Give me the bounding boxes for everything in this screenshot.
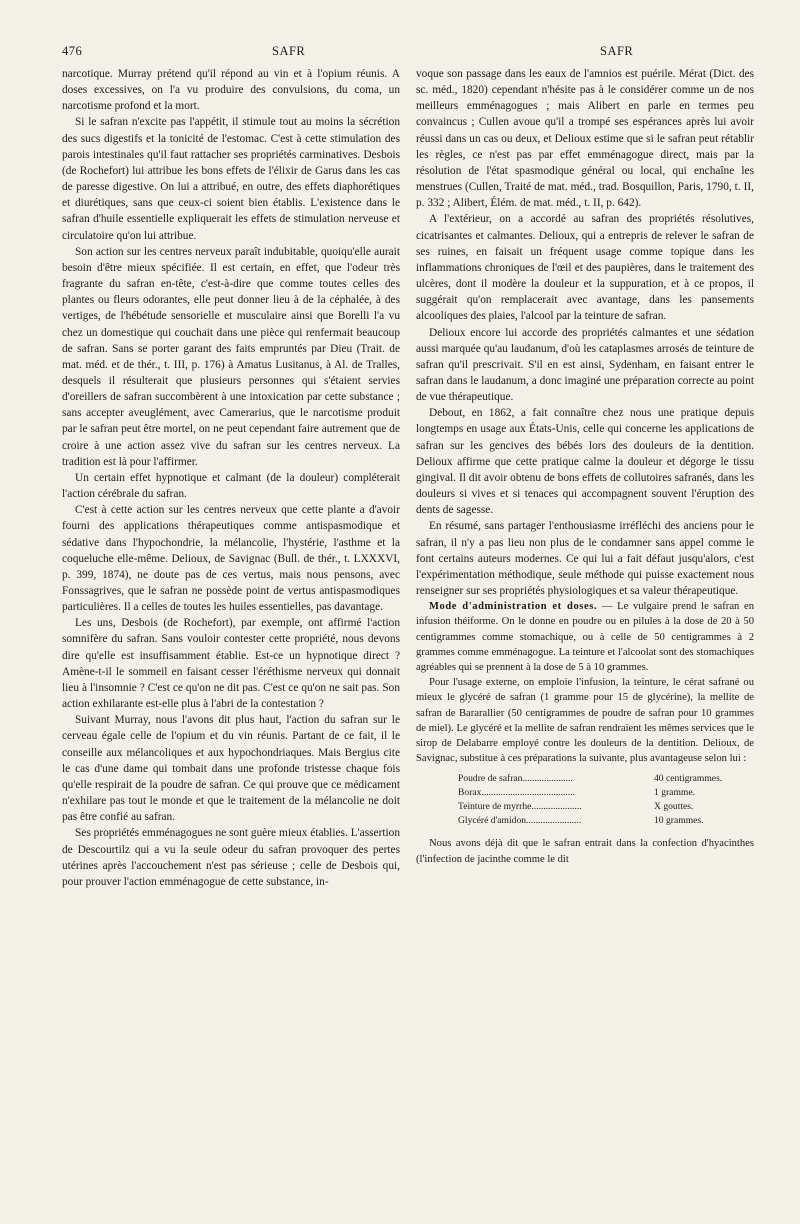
paragraph: narcotique. Murray prétend qu'il répond au vin et à l'opium réunis. A doses excessives, on l'a vu produire des convulsions, du coma, un narcotisme profond et la mort. [62,68,400,113]
paragraph: Delioux encore lui accorde des propriétés calmantes et une sédation aussi marquée qu'au laudanum, d'où les cataplasmes arrosés de teinture de safran qu'il prescrivait. S'il en est ainsi, Sydenham, en faisant entrer le safran dans le laudanum, a donc imaginé une préparation correcte au point de vue thérapeutique. [416,326,754,404]
paragraph: Un certain effet hypnotique et calmant (de la douleur) compléterait l'action cérébrale du safran. [62,471,400,501]
ingredient-name: Borax....................................... [458,787,575,799]
formula-row [458,786,738,800]
formula-row [458,772,738,786]
paragraph: Les uns, Desbois (de Rochefort), par exemple, ont affirmé l'action somnifère du safran. Sans vouloir contester cette propriété, nous devons dire qu'elle est insuffisamment établie. Est-ce un hypnotique direct ? Amène-t-il le sommeil en faisant cesser l'éréthisme nerveux qui donnait lieu à l'insomnie ? C'est ce qu'on ne dit pas. C'est ce qu'on ne sait pas. Son action exhilarante est-elle plus à l'abri de la contestation ? [62,617,400,711]
paragraph: Si le safran n'excite pas l'appétit, il stimule tout au moins la sécrétion des sucs digestifs et la tonicité de l'estomac. C'est à cette stimulation des parois intestinales qu'il faut rattacher ses propriétés carminatives. Desbois (de Rochefort) lui attribue les bons effets de l'élixir de Garus dans les cas de paresse digestive. On lui a attribué, en outre, des effets diaphorétiques et diurétiques, sans que ceux-ci soient bien établis. L'existence dans le safran d'huile essentielle expliquerait les effets de stimulation nerveuse et circulatoire qu'on lui attribue. [62,116,400,242]
paragraph-text: — Le vulgaire prend le safran en infusion théiforme. On le donne en poudre ou en pilules à la dose de 20 à 50 centigrammes comme stomachique, ou à celle de 50 centigrammes à 2 grammes comme emménagogue. La teinture et l'alcoolat sont des stomachiques agréables qui se prennent à la dose de 5 à 10 grammes. [416,601,754,673]
paragraph: Suivant Murray, nous l'avons dit plus haut, l'action du safran sur le cerveau égale celle de l'opium et du vin réunis. Partant de ce fait, il le conseille aux mélancoliques et aux hypochondriaques. Mais Bergius cite le cas d'une dame qui tombait dans une profonde tristesse chaque fois qu'elle respirait de la poudre de safran. Ce qui prouve que ce médicament n'exhilare pas tout le monde et que le traitement de la mélancolie ne doit pas être confié au safran. [62,714,400,824]
ingredient-quantity: 10 grammes. [654,815,704,827]
section-heading: Mode d'administration et doses. [429,601,598,613]
ingredient-name: Poudre de safran..................... [458,773,573,785]
ingredient-quantity: 1 gramme. [654,787,696,799]
paragraph: Ses propriétés emménagogues ne sont guère mieux établies. L'assertion de Descourtilz qui a vu la seule odeur du safran provoquer des pertes utérines après l'accouchement n'est pas sérieuse ; celle de Desbois qui, pour prouver l'action emménagogue de cette substance, in- [62,827,400,888]
paragraph: voque son passage dans les eaux de l'amnios est puérile. Mérat (Dict. des sc. méd., 1820) cependant n'hésite pas à le considérer comme un de nos meilleurs emménagogues ; mais Alibert en parle en termes peu convaincus ; Cullen avoue qu'il a trompé ses espérances après lui avoir réussi dans un cas ou deux, et Delioux estime que si le safran peut rétablir les règles, ce n'est pas par effet emménagogue direct, mais par la résolution de l'état spasmodique général ou local, qui enchaîne les menstrues (Cullen, Traité de mat. méd., trad. Bosquillon, Paris, 1790, t. II, p. 332 ; Alibert, Élém. de mat. méd., t. II, p. 642). [416,68,754,210]
page-header [62,44,762,62]
formula-row [458,800,738,814]
paragraph: En résumé, sans partager l'enthousiasme irréfléchi des anciens pour le safran, il n'y a pas lieu non plus de le condamner sans appel comme le font certains auteurs modernes. Ce qui lui a fait défaut jusqu'alors, c'est l'expérimentation méthodique, seule méthode qui puisse exactement nous renseigner sur ses propriétés physiologiques et sa valeur thérapeutique. [416,520,754,597]
ingredient-quantity: X gouttes. [654,801,694,813]
mode-paragraph [416,599,754,675]
formula-row [458,814,738,828]
paragraph: A l'extérieur, on a accordé au safran des propriétés résolutives, cicatrisantes et calmantes. Delioux, qui a entrepris de relever le safran de ses ruines, en faisait un fréquent usage comme topique dans les inflammations chroniques de l'œil et des paupières, dans le traitement des ulcères, dont il modère la douleur et la suppuration, et à ce propos, il suggérait qu'on remplacerait avec avantage, dans les pansements alcooliques des plaies, l'alcool par la teinture de safran. [416,213,754,323]
paragraph: Son action sur les centres nerveux paraît indubitable, quoiqu'elle aurait besoin d'être mieux spécifiée. Il est certain, en effet, que l'odeur très fragrante du safran en-tête, c'est-à-dire que comme toutes celles des plantes ou fleurs odorantes, elle peut donner lieu à de la céphalée, à des vertiges, de l'hébétude sensorielle et musculaire ainsi que Borelli l'a vu chez un domestique qui couchait dans une pièce qui renfermait beaucoup de safran. Sans se porter garant des faits empruntés par Dieu (Trait. de mat. méd. et de thér., t. III, p. 176) à Amatus Lusitanus, à Al. de Tralles, desquels il résulterait que plusieurs personnes qui s'étaient servies d'oreillers de safran succombèrent à une intoxication par cette substance ; sans accepter aveuglément, avec Camerarius, que le narcotisme produit par le safran peut être mortel, on ne peut cependant faire autrement que de croire à une action assez vive du safran sur les centres nerveux. La tradition est là pour l'affirmer. [62,245,400,468]
running-head-left: SAFR [272,44,306,58]
ingredient-quantity: 40 centigrammes. [654,773,723,785]
running-head-right: SAFR [600,44,634,58]
page-number: 476 [62,44,83,58]
paragraph: C'est à cette action sur les centres nerveux que cette plante a d'avoir fourni des applications thérapeutiques comme antispasmodique et sédative dans l'hypochondrie, la mélancolie, l'hystérie, l'asthme et la coqueluche elle-même. Delioux, de Savignac (Bull. de thér., t. LXXXVI, p. 399, 1874), ne doute pas de ces vertus, mais nous pensons, avec Fonssagrives, que le safran ne possède point de vertus antispasmodiques particulières. Il a celles de toutes les huiles essentielles, pas davantage. [62,504,400,614]
right-column [416,66,754,867]
paragraph: Nous avons déjà dit que le safran entrait dans la confection d'hyacinthes (l'infection de jacinthe comme le dit [416,838,754,865]
paragraph: Pour l'usage externe, on emploie l'infusion, la teinture, le cérat safrané ou mieux le glycéré de safran (1 gramme pour 15 de glycérine), la mellite de safran de Bararallier (50 centigrammes de poudre de safran pour 10 grammes de miel). Le glycéré et la mellite de safran rendraient les mêmes services que le sirop de Delabarre employé contre les douleurs de la dentition. Delioux, de Savignac, substitue à ces préparations la suivante, plus avantageuse selon lui : [416,677,754,765]
formula-table [458,772,738,828]
ingredient-name: Teinture de myrrhe..................... [458,801,582,813]
paragraph: Debout, en 1862, a fait connaître chez nous une pratique depuis longtemps en usage aux États-Unis, celle qui concerne les applications de safran sur les gencives des bébés lors des douleurs de la dentition. Delioux affirme que cette pratique calme la douleur et dégorge le tissu gingival. Il dit avoir obtenu de bons effets de collutoires safranés, dans les douleurs si vives et si tenaces qui accompagnent souvent l'éruption des dents de sagesse. [416,407,754,517]
ingredient-name: Glycéré d'amidon....................... [458,815,582,827]
left-column [62,66,400,890]
